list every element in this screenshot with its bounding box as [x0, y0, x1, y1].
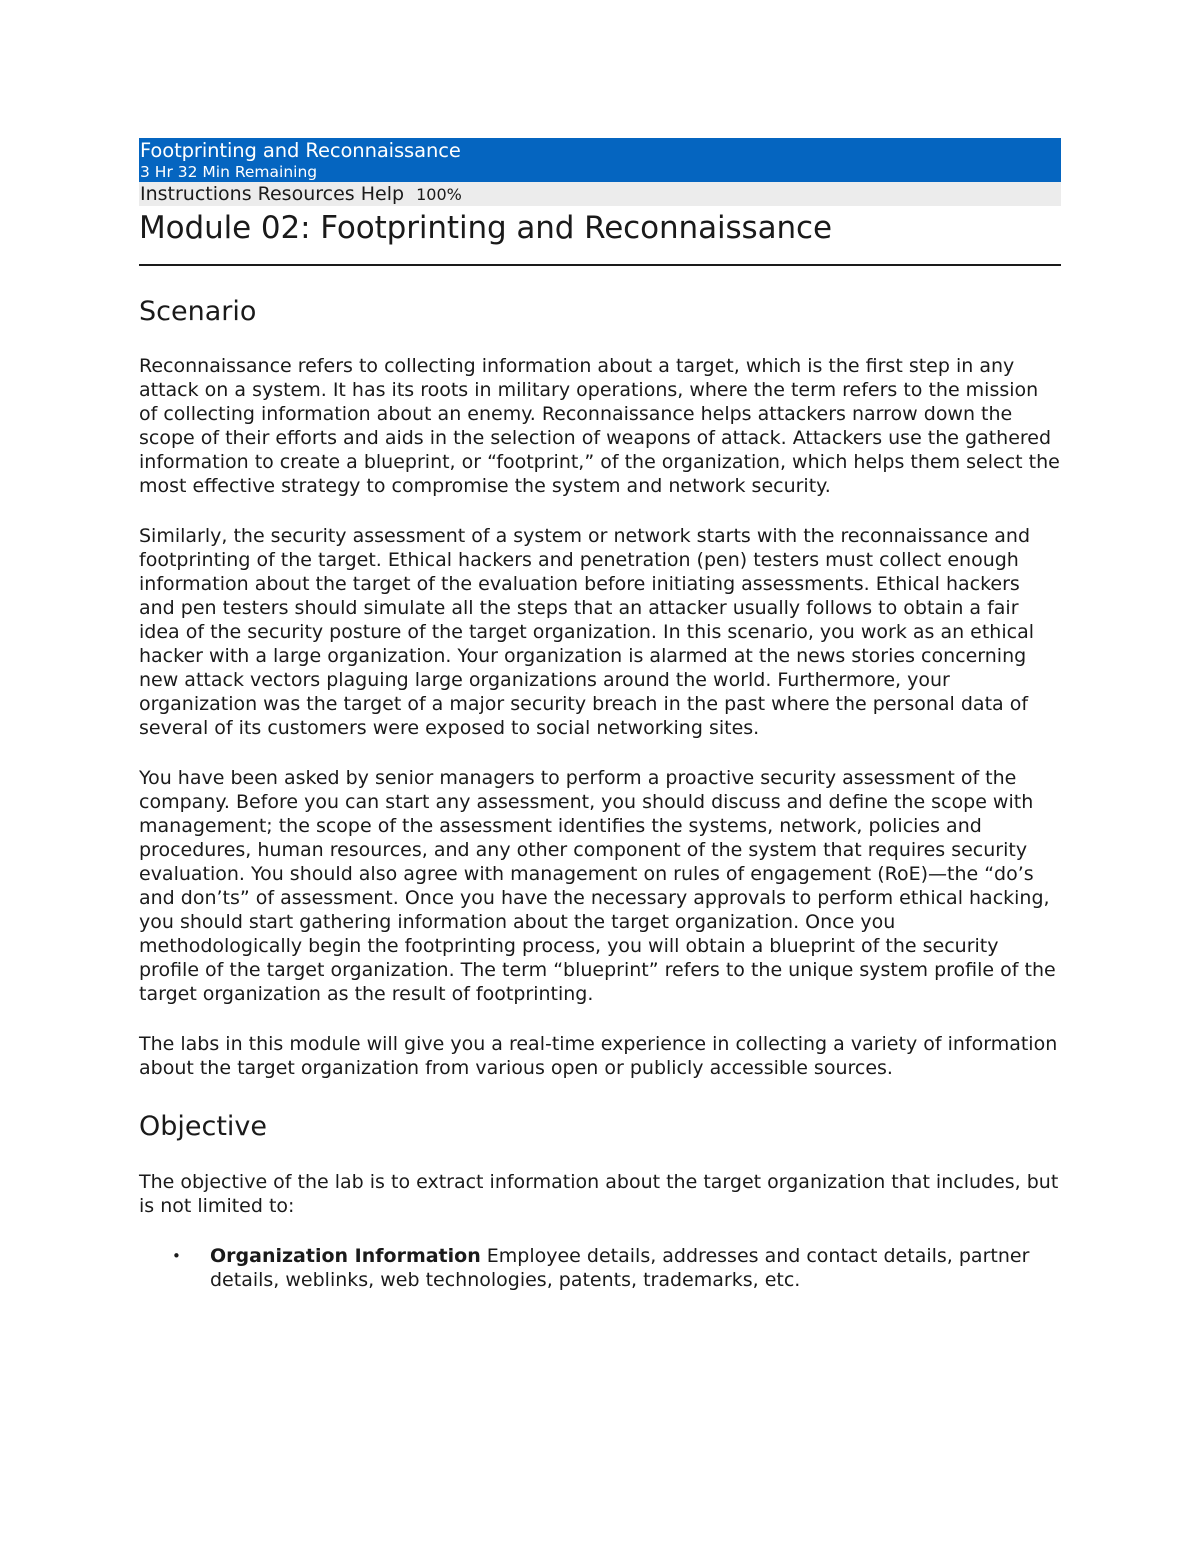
lab-header-banner [139, 138, 1061, 182]
scenario-paragraph-2: Similarly, the security assessment of a system or network starts with the reconnaissance and footprinting of the target. Ethical hackers and penetration (pen) testers must collect enough information about the target of the evaluation before initiating assessments. Ethical hackers and pen testers should simulate all the steps that an attacker usually follows to obtain a fair idea of the security posture of the target organization. In this scenario, you work as an ethical hacker with a large organization. Your organization is alarmed at the news stories concerning new attack vectors plaguing large organizations around the world. Furthermore, your organization was the target of a major security breach in the past where the personal data of several of its customers were exposed to social networking sites. [139, 525, 1034, 739]
document-page [139, 138, 1061, 1292]
bullet-icon: • [172, 1247, 181, 1265]
objective-heading: Objective [139, 1111, 268, 1142]
list-item [172, 1244, 1061, 1292]
title-divider [139, 264, 1061, 266]
scenario-heading: Scenario [139, 296, 257, 327]
lab-title: Footprinting and Reconnaissance [140, 139, 461, 162]
scenario-paragraph-3: You have been asked by senior managers to perform a proactive security assessment of the company. Before you can start any assessment, you should discuss and define the scope with management; the scope of the assessment identifies the systems, network, policies and procedures, human resources, and any other component of the system that requires security evaluation. You should also agree with management on rules of engagement (RoE)—the “do’s and don’ts” of assessment. Once you have the necessary approvals to perform ethical hacking, you should start gathering information about the target organization. Once you methodologically begin the footprinting process, you will obtain a blueprint of the security profile of the target organization. The term “blueprint” refers to the unique system profile of the target organization as the result of footprinting. [139, 767, 1056, 1005]
objective-list [139, 1244, 1061, 1292]
page-title: Module 02: Footprinting and Reconnaissance [139, 210, 832, 246]
tab-help[interactable]: Help [360, 183, 405, 205]
list-item-label: Organization Information [210, 1245, 481, 1267]
tab-resources[interactable]: Resources [257, 183, 355, 205]
zoom-level: 100% [416, 185, 462, 204]
time-remaining: 3 Hr 32 Min Remaining [140, 163, 318, 181]
tab-instructions[interactable]: Instructions [140, 183, 252, 205]
list-item-text: Employee details, addresses and contact details, partner details, weblinks, web technologies, patents, trademarks, etc. [210, 1245, 1030, 1291]
lab-toolbar [139, 182, 1061, 206]
scenario-paragraph-4: The labs in this module will give you a real-time experience in collecting a variety of information about the target organization from various open or publicly accessible sources. [139, 1033, 1058, 1079]
objective-intro: The objective of the lab is to extract information about the target organization that includes, but is not limited to: [139, 1171, 1059, 1217]
scenario-paragraph-1: Reconnaissance refers to collecting information about a target, which is the first step in any attack on a system. It has its roots in military operations, where the term refers to the mission of collecting information about an enemy. Reconnaissance helps attackers narrow down the scope of their efforts and aids in the selection of weapons of attack. Attackers use the gathered information to create a blueprint, or “footprint,” of the organization, which helps them select the most effective strategy to compromise the system and network security. [139, 355, 1060, 497]
